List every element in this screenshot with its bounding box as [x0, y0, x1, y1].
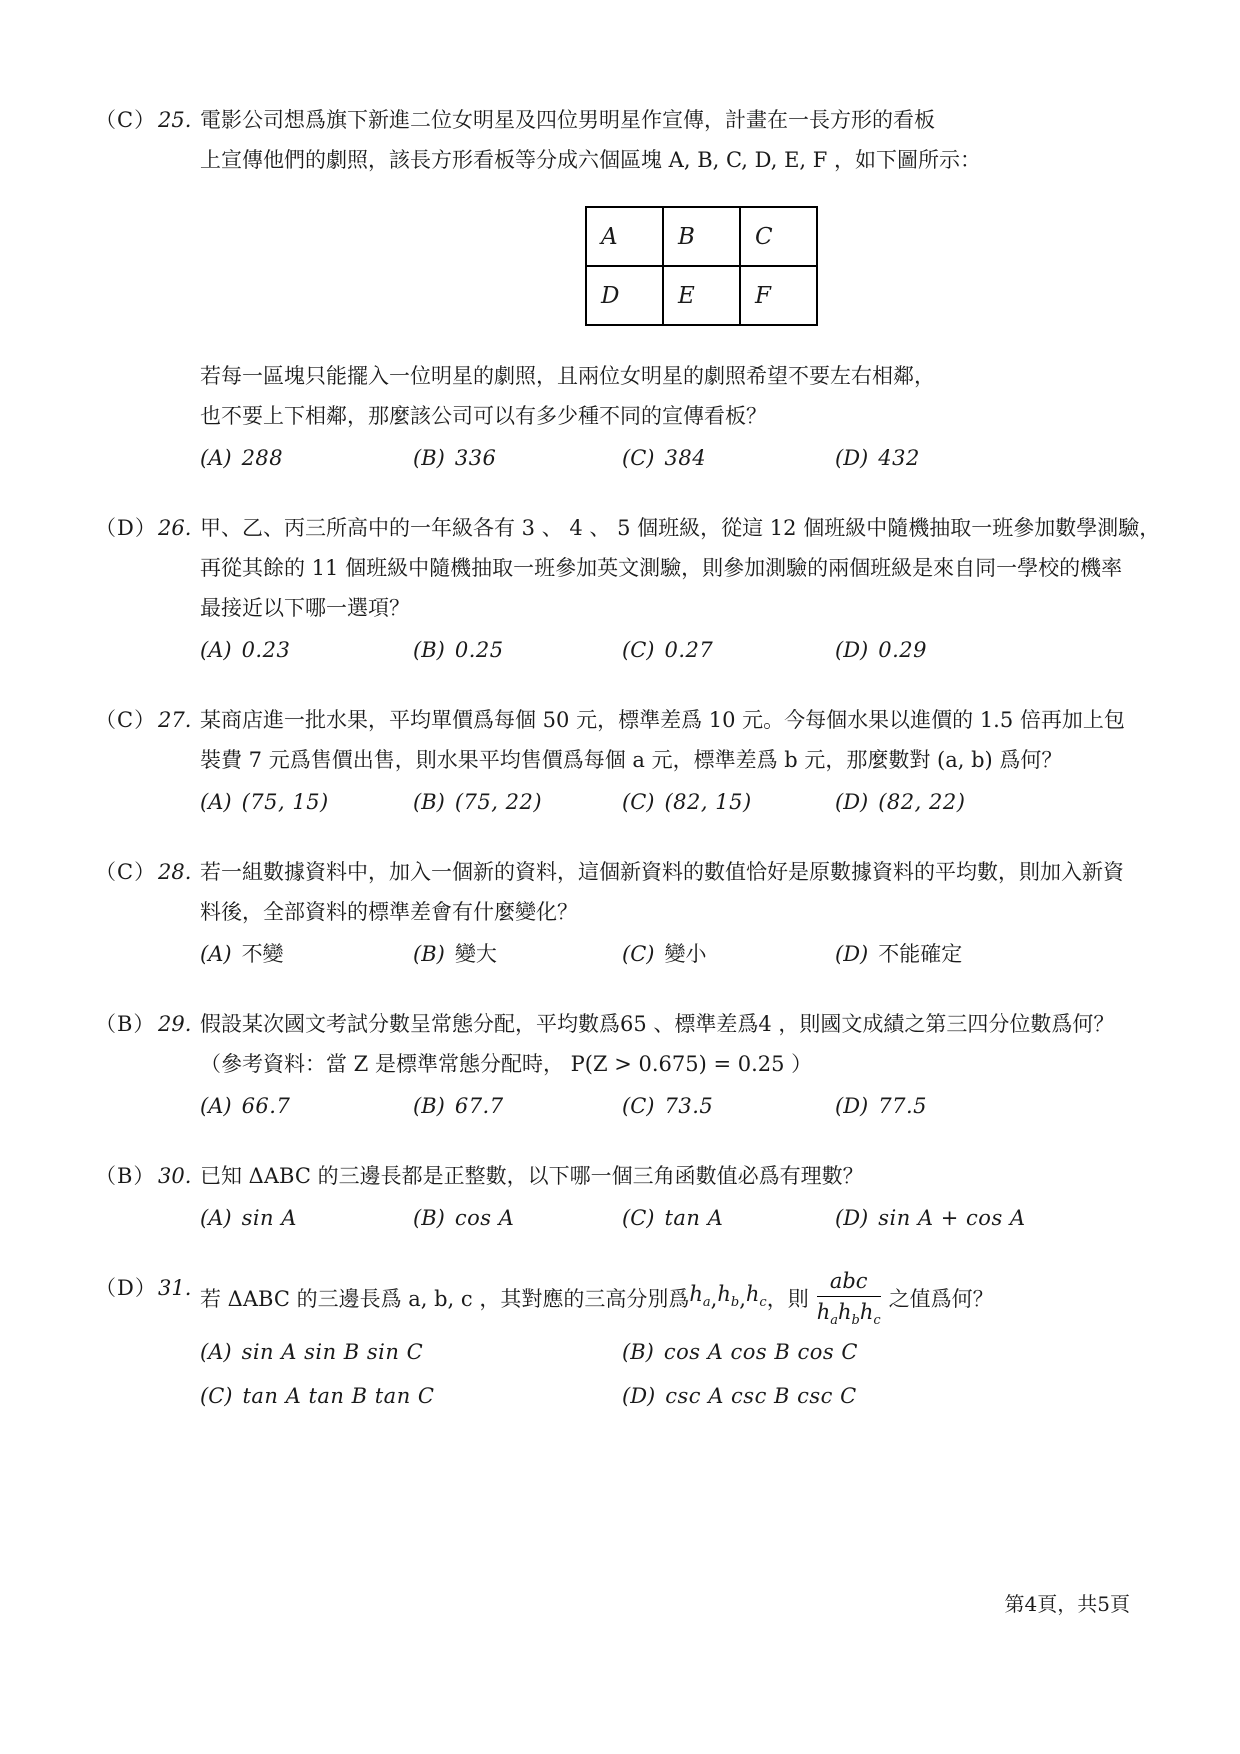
option-label: (D): [835, 1094, 869, 1118]
option-c: [622, 1086, 835, 1126]
option-a: [200, 1330, 622, 1374]
fraction: [817, 1268, 881, 1330]
billboard-table: [585, 206, 818, 326]
option-label: (B): [413, 942, 445, 966]
option-c: [200, 1374, 622, 1418]
answer-key: （D）: [95, 516, 157, 540]
question-line: 上宣傳他們的劇照，該長方形看板等分成六個區塊 A, B, C, D, E, F ，如下圖所示：: [200, 148, 982, 172]
question-number: 31.: [158, 1276, 192, 1300]
separator: ,: [710, 1286, 718, 1311]
option-value: (75, 15): [241, 790, 329, 814]
question-line: 甲、乙、丙三所高中的一年級各有 3 、 4 、 5 個班級，從這 12 個班級中隨機抽取一班參加數學測驗，: [200, 516, 1161, 540]
option-b: [413, 1198, 622, 1238]
option-label: (A): [200, 1094, 232, 1118]
option-value: tan A tan B tan C: [242, 1383, 435, 1408]
option-label: (B): [413, 638, 445, 662]
answer-key: （C）: [95, 860, 157, 884]
option-value: cos A: [454, 1206, 515, 1230]
options-row: [200, 630, 1210, 670]
h-term: $h_c$: [745, 1282, 767, 1311]
question-25: [95, 100, 1210, 478]
option-label: (A): [200, 1206, 232, 1230]
question-line: 最接近以下哪一選項？: [200, 596, 410, 620]
option-label: (B): [622, 1339, 654, 1364]
question-line: [200, 1268, 1210, 1330]
table-cell: D: [586, 266, 663, 325]
question-number: 28.: [158, 860, 192, 884]
question-number: 26.: [158, 516, 192, 540]
option-b: [622, 1330, 1210, 1374]
question-line: 也不要上下相鄰，那麼該公司可以有多少種不同的宣傳看板？: [200, 404, 767, 428]
option-d: [835, 438, 1210, 478]
option-value: 不能確定: [878, 942, 963, 966]
question-line: 某商店進一批水果，平均單價爲每個 50 元，標準差爲 10 元。今每個水果以進價的 1.5 倍再加上包: [200, 708, 1125, 732]
math-pre: 若 ΔABC 的三邊長爲 a, b, c ，其對應的三高分別爲: [200, 1286, 690, 1311]
option-label: (B): [413, 446, 445, 470]
question-line: 再從其餘的 11 個班級中隨機抽取一班參加英文測驗，則參加測驗的兩個班級是來自同一學校的機率: [200, 556, 1123, 580]
question-28: [95, 852, 1210, 974]
question-number: 29.: [158, 1012, 192, 1036]
option-value: 384: [664, 446, 707, 470]
option-value: 66.7: [241, 1094, 291, 1118]
option-label: (D): [835, 942, 869, 966]
options-row: [200, 1086, 1210, 1126]
question-line: 已知 ΔABC 的三邊長都是正整數，以下哪一個三角函數值必爲有理數？: [200, 1164, 864, 1188]
option-value: 0.25: [454, 638, 504, 662]
option-d: [835, 782, 1210, 822]
question-26: [95, 508, 1210, 670]
option-b: [413, 1086, 622, 1126]
question-number: 27.: [158, 708, 192, 732]
option-label: (D): [835, 1206, 869, 1230]
answer-key: （D）: [95, 1276, 157, 1300]
option-c: [622, 782, 835, 822]
option-d: [835, 1198, 1210, 1238]
options-row: [200, 934, 1210, 974]
question-29: [95, 1004, 1210, 1126]
option-c: [622, 1198, 835, 1238]
option-value: 73.5: [664, 1094, 714, 1118]
option-value: 0.27: [664, 638, 714, 662]
option-b: [413, 934, 622, 974]
option-label: (C): [200, 1383, 233, 1408]
option-b: [413, 782, 622, 822]
option-label: (D): [835, 638, 869, 662]
math-post: 之值爲何？: [888, 1286, 994, 1311]
option-a: [200, 934, 413, 974]
question-line: 料後，全部資料的標準差會有什麼變化？: [200, 900, 578, 924]
option-value: 67.7: [454, 1094, 504, 1118]
option-d: [835, 630, 1210, 670]
option-b: [413, 630, 622, 670]
option-label: (C): [622, 790, 655, 814]
option-label: (C): [622, 942, 655, 966]
answer-key: （C）: [95, 108, 157, 132]
option-d: [835, 934, 1210, 974]
option-a: [200, 438, 413, 478]
option-value: 336: [454, 446, 497, 470]
math-mid: ，則: [766, 1286, 809, 1311]
option-label: (A): [200, 942, 232, 966]
option-a: [200, 630, 413, 670]
question-27: [95, 700, 1210, 822]
option-c: [622, 630, 835, 670]
question-31: [95, 1268, 1210, 1418]
option-value: sin A: [241, 1206, 297, 1230]
option-value: 變大: [454, 942, 497, 966]
option-value: 288: [241, 446, 284, 470]
option-label: (D): [835, 790, 869, 814]
question-line: （參考資料：當 Z 是標準常態分配時， P(Z > 0.675) = 0.25 ）: [200, 1052, 813, 1076]
answer-key: （B）: [95, 1164, 156, 1188]
option-label: (B): [413, 790, 445, 814]
h-term: $h_a$: [689, 1282, 711, 1311]
option-label: (B): [413, 1206, 445, 1230]
option-value: cos A cos B cos C: [663, 1339, 858, 1364]
question-number: 30.: [158, 1164, 192, 1188]
option-value: 77.5: [878, 1094, 927, 1118]
question-line: 假設某次國文考試分數呈常態分配，平均數爲65 、標準差爲4 ，則國文成績之第三四分位數爲何？: [200, 1012, 1115, 1036]
answer-key: （B）: [95, 1012, 156, 1036]
option-label: (A): [200, 1339, 232, 1364]
table-cell: C: [740, 207, 817, 266]
question-line: 裝費 7 元爲售價出售，則水果平均售價爲每個 a 元，標準差爲 b 元，那麼數對 (a, b) 爲何？: [200, 748, 1063, 772]
option-c: [622, 934, 835, 974]
question-30: [95, 1156, 1210, 1238]
question-line: 電影公司想爲旗下新進二位女明星及四位男明星作宣傳，計畫在一長方形的看板: [200, 108, 935, 132]
options-grid: [200, 1330, 1210, 1418]
option-label: (C): [622, 446, 655, 470]
option-c: [622, 438, 835, 478]
options-row: [200, 438, 1210, 478]
option-value: 變小: [664, 942, 707, 966]
option-a: [200, 1198, 413, 1238]
option-value: tan A: [664, 1206, 724, 1230]
fraction-denominator: $h_ah_bh_c$: [816, 1300, 881, 1329]
option-label: (A): [200, 638, 232, 662]
option-label: (A): [200, 446, 232, 470]
question-number: 25.: [158, 108, 192, 132]
option-label: (A): [200, 790, 232, 814]
option-value: (82, 22): [878, 790, 966, 814]
option-value: (82, 15): [664, 790, 752, 814]
question-line: 若每一區塊只能擺入一位明星的劇照，且兩位女明星的劇照希望不要左右相鄰，: [200, 364, 935, 388]
table-cell: F: [740, 266, 817, 325]
option-value: sin A + cos A: [878, 1206, 1026, 1230]
option-value: 不變: [241, 942, 284, 966]
h-term: $h_b$: [717, 1282, 740, 1311]
option-d: [622, 1374, 1210, 1418]
option-b: [413, 438, 622, 478]
table-cell: B: [663, 207, 740, 266]
question-line: 若一組數據資料中，加入一個新的資料，這個新資料的數值恰好是原數據資料的平均數，則加入新資: [200, 860, 1124, 884]
option-value: (75, 22): [454, 790, 543, 814]
option-a: [200, 782, 413, 822]
option-label: (D): [835, 446, 869, 470]
option-d: [835, 1086, 1210, 1126]
table-cell: A: [586, 207, 663, 266]
options-row: [200, 1198, 1210, 1238]
table-cell: E: [663, 266, 740, 325]
option-value: 432: [878, 446, 920, 470]
option-value: 0.23: [241, 638, 291, 662]
option-value: sin A sin B sin C: [241, 1339, 424, 1364]
option-label: (C): [622, 1206, 655, 1230]
option-label: (C): [622, 1094, 655, 1118]
separator: ,: [739, 1286, 746, 1311]
options-row: [200, 782, 1210, 822]
option-label: (C): [622, 638, 655, 662]
option-label: (B): [413, 1094, 445, 1118]
page-footer: 第4頁，共5頁: [1004, 1592, 1130, 1616]
fraction-numerator: abc: [817, 1268, 881, 1297]
answer-key: （C）: [95, 708, 157, 732]
option-value: 0.29: [878, 638, 927, 662]
option-label: (D): [622, 1383, 656, 1408]
billboard-figure: [585, 206, 1210, 326]
option-a: [200, 1086, 413, 1126]
option-value: csc A csc B csc C: [665, 1383, 857, 1408]
